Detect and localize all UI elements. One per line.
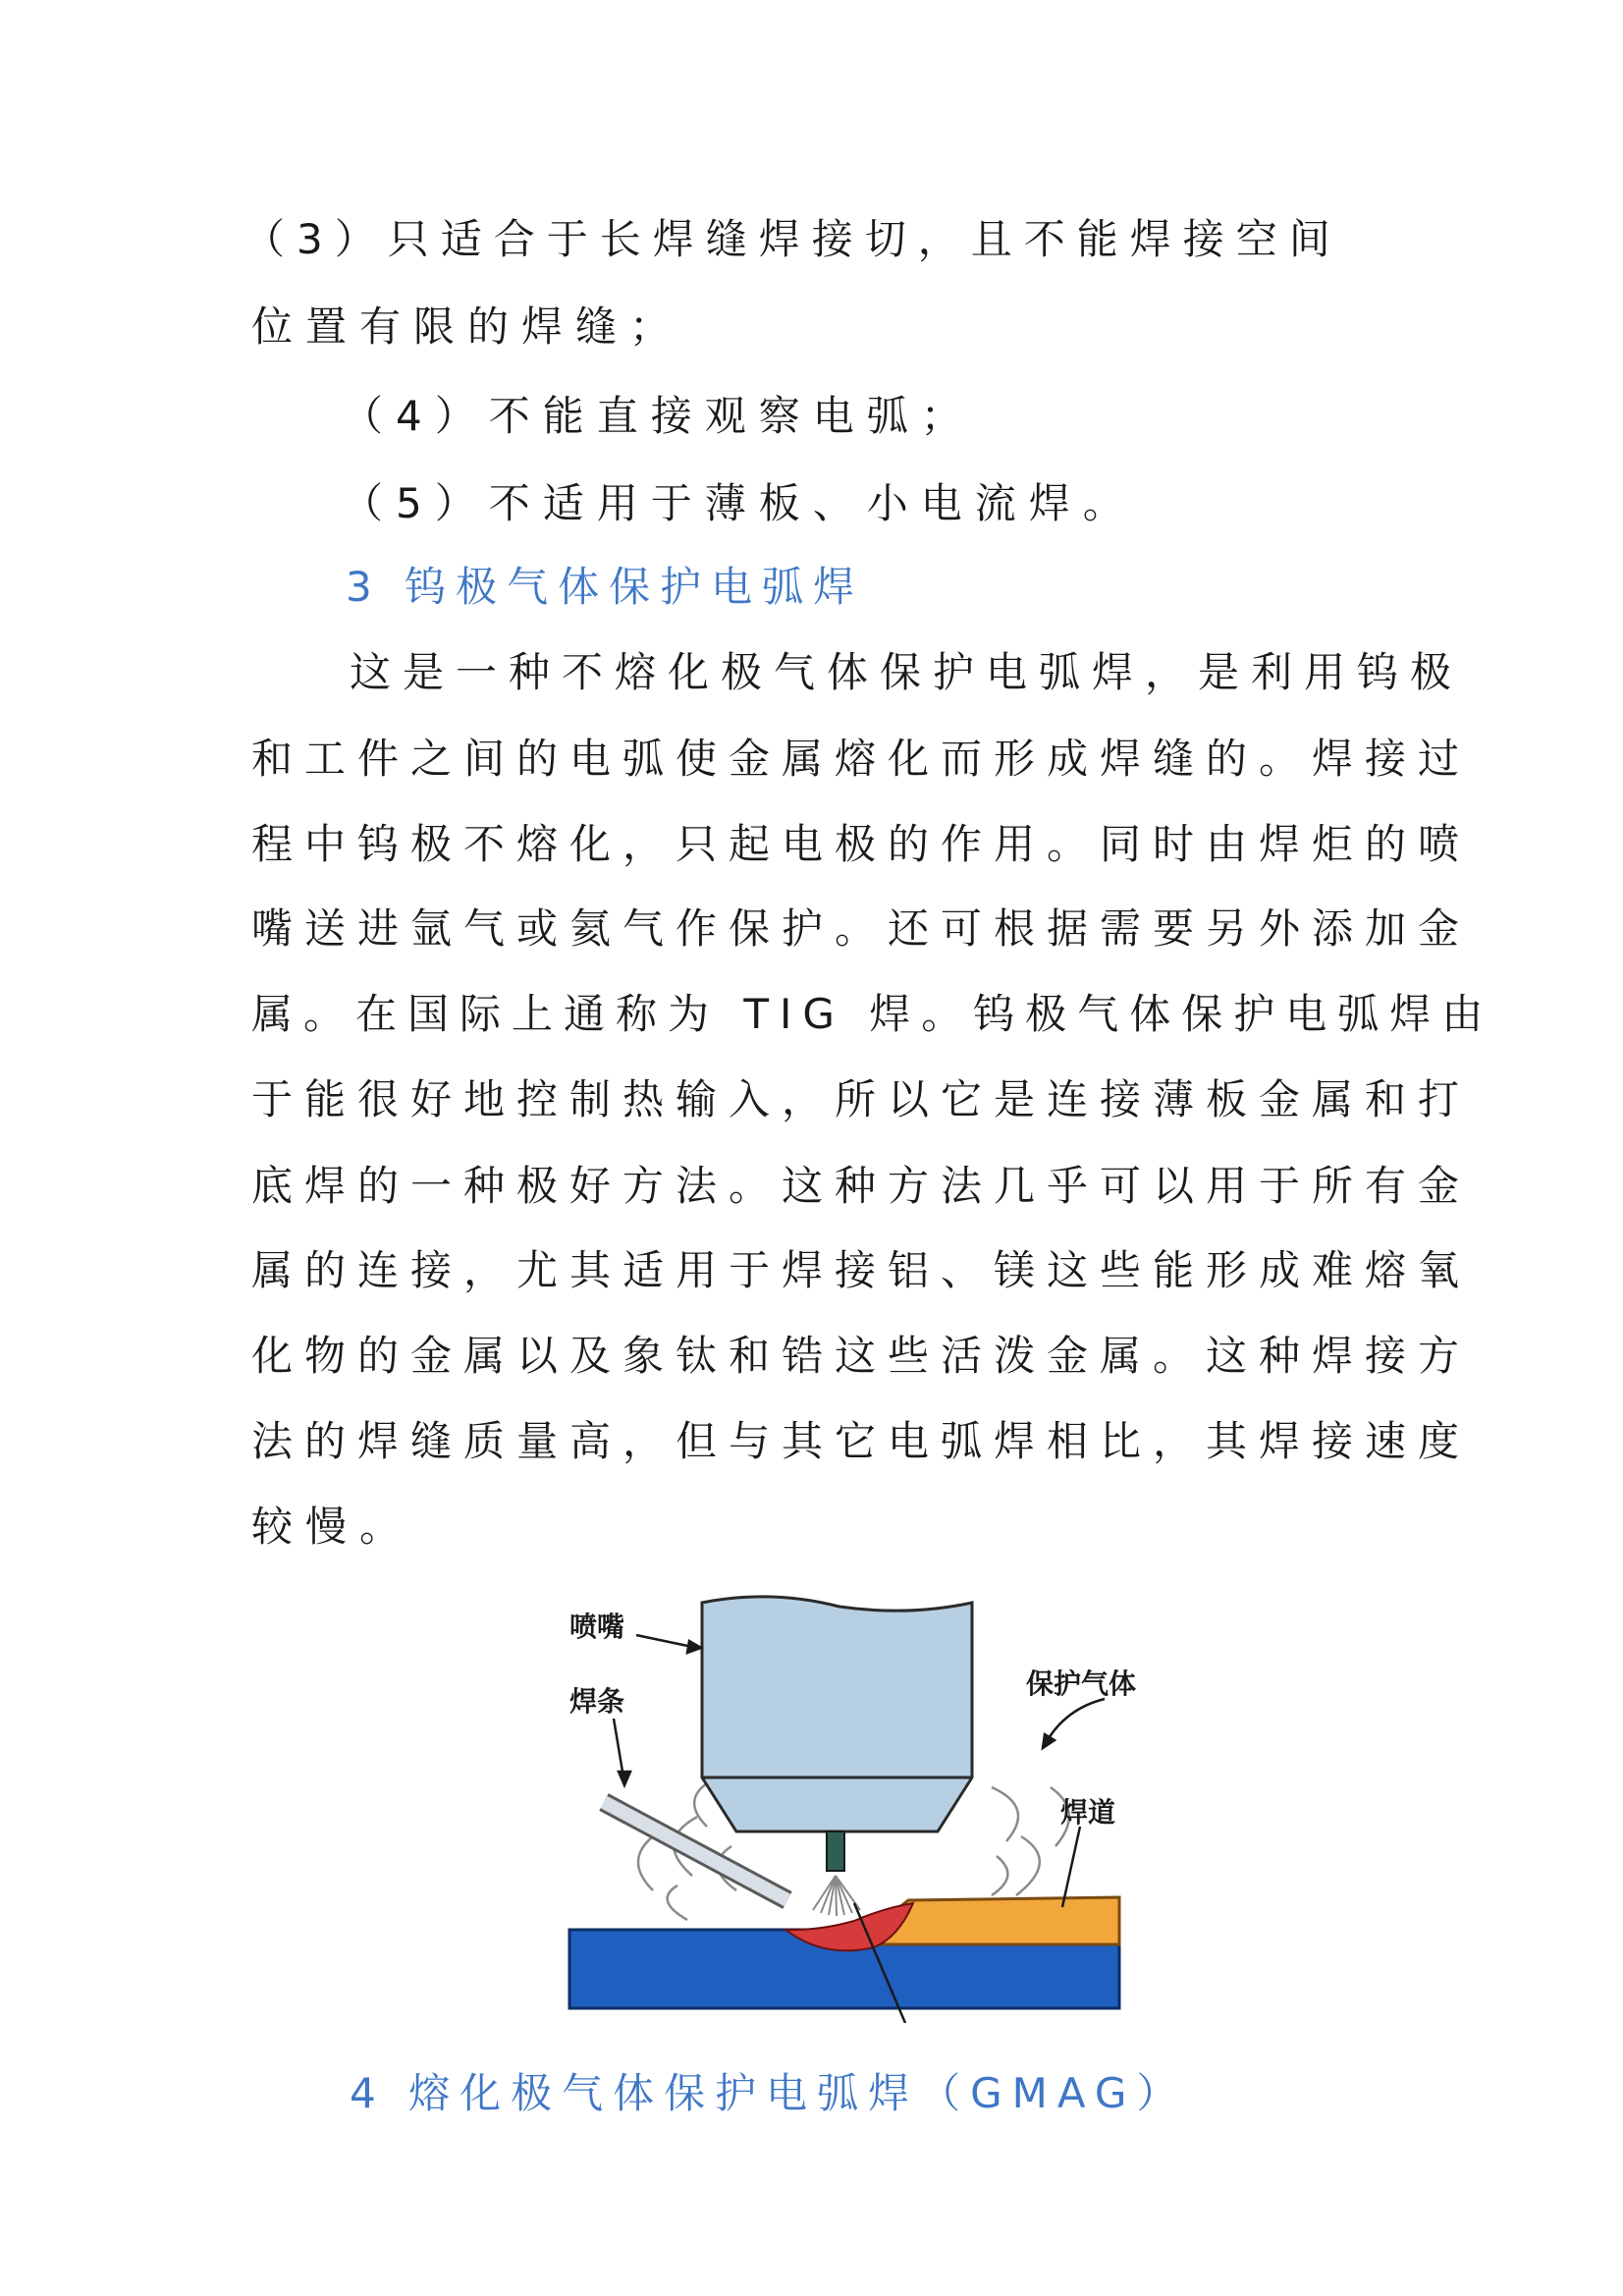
section-3-line-11: 较慢。	[251, 1503, 414, 1551]
section-4-heading: 4 熔化极气体保护电弧焊（GMAG）	[350, 2069, 1188, 2117]
item-3-line-2: 位置有限的焊缝；	[251, 302, 684, 351]
weld-bead-pointer	[1062, 1827, 1080, 1907]
filler-rod-label: 焊条	[569, 1685, 625, 1718]
section-3-line-10: 法的焊缝质量高，但与其它电弧焊相比，其焊接速度	[251, 1417, 1472, 1465]
filler-rod-pointer	[614, 1719, 623, 1777]
weld-bead-label: 焊道	[1060, 1796, 1116, 1829]
section-3-line-1: 这是一种不熔化极气体保护电弧焊，是利用钨极	[350, 648, 1464, 696]
shield-gas-pointer	[1046, 1699, 1105, 1743]
section-3-heading: 3 钨极气体保护电弧焊	[346, 563, 865, 611]
section-3-line-9: 化物的金属以及象钛和锆这些活泼金属。这种焊接方	[251, 1332, 1472, 1380]
nozzle-label: 喷嘴	[569, 1611, 625, 1643]
arc-icon	[813, 1876, 860, 1916]
section-3-line-4: 嘴送进氩气或氦气作保护。还可根据需要另外添加金	[251, 904, 1472, 953]
section-3-line-8: 属的连接，尤其适用于焊接铝、镁这些能形成难熔氧	[251, 1246, 1472, 1294]
section-3-line-3: 程中钨极不熔化，只起电极的作用。同时由焊炬的喷	[251, 820, 1472, 868]
shield-gas-label: 保护气体	[1026, 1667, 1137, 1700]
item-5: （5）不适用于薄板、小电流焊。	[342, 479, 1137, 527]
nozzle	[702, 1597, 972, 1831]
section-3-line-7: 底焊的一种极好方法。这种方法几乎可以用于所有金	[251, 1162, 1472, 1210]
item-3-line-1: （3）只适合于长焊缝焊接切，且不能焊接空间	[243, 215, 1342, 263]
section-3-line-6: 于能很好地控制热输入，所以它是连接薄板金属和打	[251, 1075, 1472, 1123]
tig-welding-diagram	[560, 1591, 1149, 2023]
tungsten-electrode	[827, 1831, 844, 1871]
section-3-line-2: 和工件之间的电弧使金属熔化而形成焊缝的。焊接过	[251, 735, 1472, 783]
section-3-line-5: 属。在国际上通称为 TIG 焊。钨极气体保护电弧焊由	[251, 990, 1494, 1038]
item-4: （4）不能直接观察电弧；	[342, 392, 975, 440]
